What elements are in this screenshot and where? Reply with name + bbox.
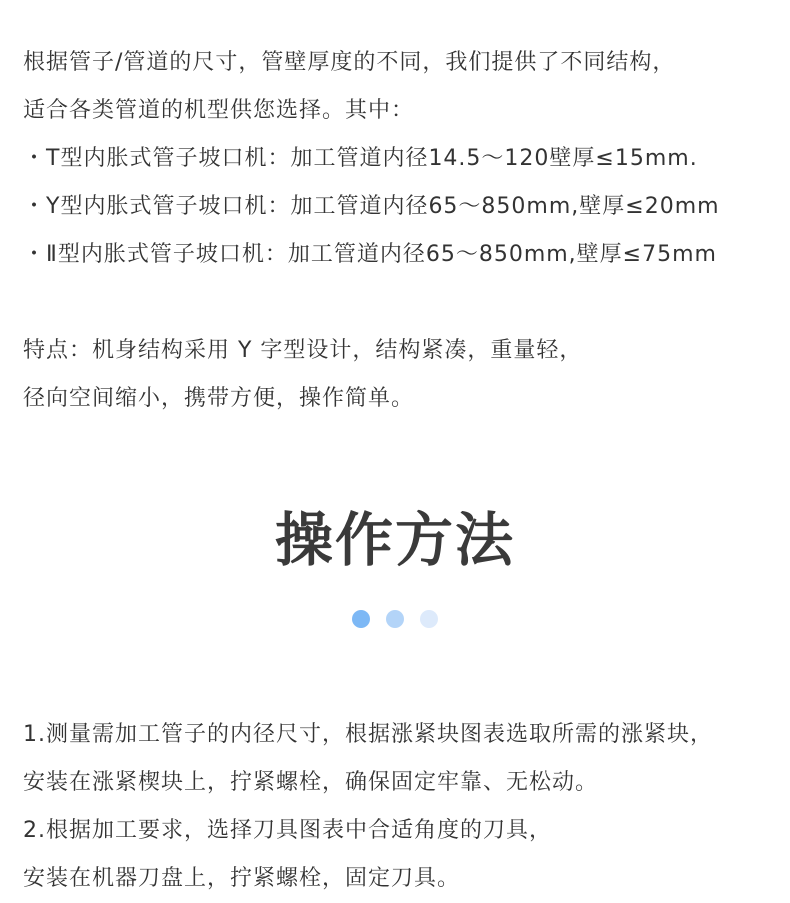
divider-dot [352,610,370,628]
model-y-item: ・Y型内胀式管子坡口机：加工管道内径65～850mm,壁厚≤20mm [23,194,720,219]
section-title: 操作方法 [274,506,515,574]
step-2-line: 2.根据加工要求，选择刀具图表中合适角度的刀具， [23,818,552,843]
model-t-item: ・T型内胀式管子坡口机：加工管道内径14.5～120壁厚≤15mm. [23,146,698,171]
features-line: 径向空间缩小，携带方便，操作简单。 [23,386,415,411]
step-1-line: 安装在涨紧楔块上，拧紧螺栓，确保固定牢靠、无松动。 [23,770,599,795]
features-text [23,327,784,423]
section-divider-dots [0,610,790,628]
step-2-line: 安装在机器刀盘上，拧紧螺栓，固定刀具。 [23,866,461,891]
divider-dot [420,610,438,628]
operation-steps [23,711,784,903]
intro-line: 适合各类管道的机型供您选择。其中： [23,98,415,123]
step-1-line: 1.测量需加工管子的内径尺寸，根据涨紧块图表选取所需的涨紧块， [23,722,713,747]
intro-text [23,39,784,279]
features-line: 特点：机身结构采用 Y 字型设计，结构紧凑，重量轻， [23,338,583,363]
model-ii-item: ・Ⅱ型内胀式管子坡口机：加工管道内径65～850mm,壁厚≤75mm [23,242,717,267]
divider-dot [386,610,404,628]
intro-line: 根据管子/管道的尺寸，管壁厚度的不同，我们提供了不同结构， [23,50,676,75]
